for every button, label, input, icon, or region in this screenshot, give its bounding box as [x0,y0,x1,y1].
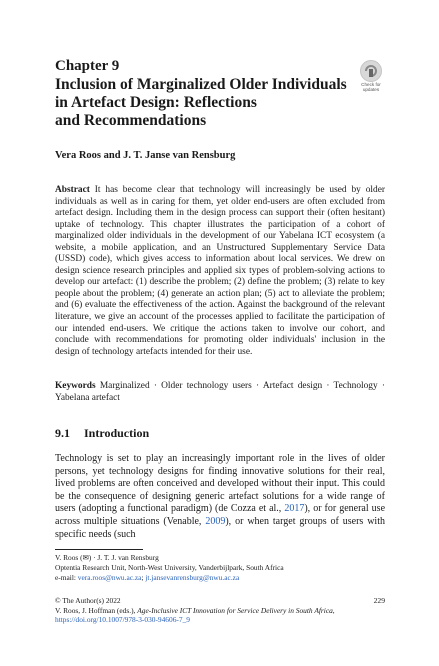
footnote-affiliation: Optentia Research Unit, North-West University, Vanderbijlpark, South Africa [55,563,284,572]
chapter-title [55,76,355,130]
footnote-divider [55,549,143,550]
body-text: ), or when target groups of users with specific needs (such [55,515,385,540]
body-text: Technology is set to play an increasingly important role in the lives of older persons, yet technology designs for finding innovative solutions for their real, lived problems are often conceived and developed without their input. This could be the consequence of designing generic artefact solutions for a wide range of users (adopting a functional paradigm) (de Cozza et al., [55,453,385,515]
badge-text-line: Check for [361,82,381,87]
check-for-updates-label [353,82,389,92]
check-for-updates-icon [360,60,382,82]
abstract-text: It has become clear that technology will increasingly be used by older individuals as well as in caring for them, yet older end-users are often excluded from artefact design. Including them in the design process can support their (often hesitant) uptake of technology. This chapter illustrates the participation of a cohort of marginalized older individuals in the development of our Yabelana ICT ecosystem (a website, a mobile application, and an Unstructured Supplementary Service Data (USSD) code), which gives access to information about local services. We drew on design science research principles and applied six types of problem-solving actions to develop our artefact: (1) describe the problem; (2) define the problem; (3) relate to key people about the problem; (4) generate an action plan; (5) act to alleviate the problem; and (6) evaluate the effectiveness of the action. Against the background of the relevant literature, we give an account of the processes applied to facilitate the participation of our intended end-users. We critique the actions taken to involve our cohort, and conclude with recommendations for promoting older individuals' inclusion in the design of technology artefacts intended for their use. [55,185,386,357]
footnote-authors: V. Roos (✉) · J. T. J. van Rensburg [55,553,159,562]
body-paragraph [55,453,385,541]
page-number: 229 [373,596,385,605]
keywords [55,381,385,404]
badge-text-line: updates [362,87,380,92]
body-text: ), or for general use across multiple situations (Venable, [55,503,386,527]
citation-link[interactable]: 2017 [284,503,305,515]
email-link[interactable]: vera.roos@nwu.ac.za [77,573,142,582]
email-link[interactable]: jt.jansevanrensburg@nwu.ac.za [145,573,240,582]
doi-link[interactable]: https://doi.org/10.1007/978-3-030-94606-7_9 [55,615,190,625]
page-footer [55,596,355,625]
email-separator: ; [141,573,146,582]
book-citation [55,606,355,625]
authors: Vera Roos and J. T. Janse van Rensburg [55,150,236,161]
author-footnote [55,553,385,583]
abstract [55,185,385,358]
citation-prefix: V. Roos, J. Hoffman (eds.), [55,605,138,615]
keywords-text: Marginalized · Older technology users · Artefact design · Technology · Yabelana artefact [55,381,386,403]
copyright: © The Author(s) 2022 [55,596,121,605]
citation-comma: , [332,605,335,615]
section-number: 9.1 [55,426,70,440]
chapter-title-line: Inclusion of Marginalized Older Individuals [55,76,347,93]
check-for-updates-badge[interactable] [357,60,385,96]
chapter-title-line: and Recommendations [55,112,207,129]
email-label: e-mail: [55,573,78,582]
section-title: Introduction [84,426,150,440]
abstract-heading: Abstract [55,185,90,195]
section-heading [55,426,149,441]
footnote-emails [55,573,385,583]
chapter-title-line: in Artefact Design: Reflections [55,94,257,111]
book-title: Age-Inclusive ICT Innovation for Service Delivery in South Africa [137,605,333,615]
chapter-label: Chapter 9 [55,58,120,74]
citation-link[interactable]: 2009 [205,515,226,527]
keywords-heading: Keywords [55,381,96,391]
